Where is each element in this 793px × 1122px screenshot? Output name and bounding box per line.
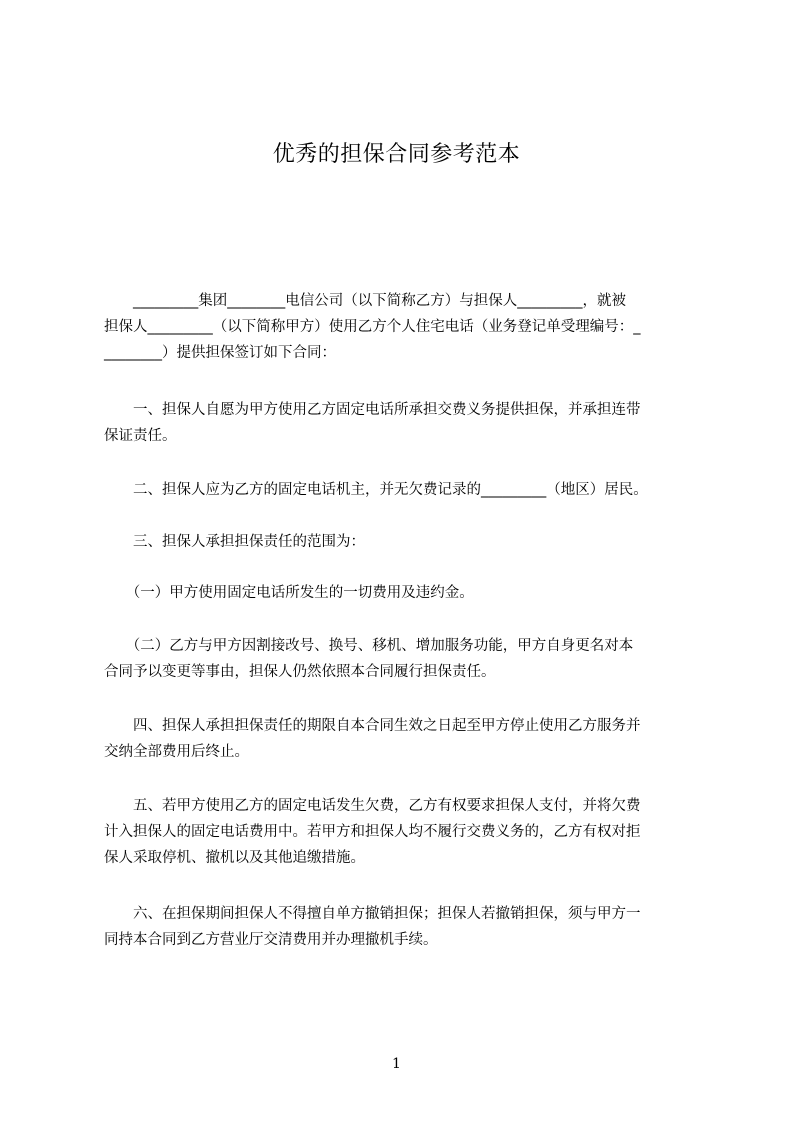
text-line: 三、担保人承担担保责任的范围为： (104, 534, 365, 550)
text-line: 合同予以变更等事由，担保人仍然依照本合同履行担保责任。 (104, 664, 496, 680)
text-line: 担保人_________（以下简称甲方）使用乙方个人住宅电话（业务登记单受理编号：_ (104, 319, 641, 335)
text-line: 保人采取停机、撤机以及其他追缴措施。 (104, 850, 365, 866)
text-line: 保证责任。 (104, 428, 177, 444)
text-line: 一、担保人自愿为甲方使用乙方固定电话所承担交费义务提供担保，并承担连带 (104, 402, 641, 418)
text-line: 四、担保人承担担保责任的期限自本合同生效之日起至甲方停止使用乙方服务并 (104, 718, 641, 734)
text-line: _________集团________电信公司（以下简称乙方）与担保人_________，就被 (104, 293, 626, 309)
document-title: 优秀的担保合同参考范本 (272, 142, 521, 167)
text-line: 计入担保人的固定电话费用中。若甲方和担保人均不履行交费义务的，乙方有权对拒 (104, 824, 641, 840)
paragraph-clause-6 (104, 901, 700, 953)
text-line: 二、担保人应为乙方的固定电话机主，并无欠费记录的_________（地区）居民。 (104, 482, 648, 498)
text-line: 六、在担保期间担保人不得擅自单方撤销担保；担保人若撤销担保，须与甲方一 (104, 906, 641, 922)
text-line: 同持本合同到乙方营业厅交清费用并办理撤机手续。 (104, 932, 438, 948)
paragraph-preamble (104, 288, 700, 366)
text-line: 五、若甲方使用乙方的固定电话发生欠费，乙方有权要求担保人支付，并将欠费 (104, 798, 641, 814)
paragraph-clause-2 (104, 477, 700, 503)
paragraph-clause-3-item-1 (104, 580, 700, 606)
paragraph-clause-3 (104, 529, 700, 555)
text-line: 交纳全部费用后终止。 (104, 744, 249, 760)
text-line: （二）乙方与甲方因割接改号、换号、移机、增加服务功能，甲方自身更名对本 (104, 638, 634, 654)
page-number: 1 (392, 1056, 401, 1072)
paragraph-clause-4 (104, 713, 700, 765)
text-line: （一）甲方使用固定电话所发生的一切费用及违约金。 (104, 585, 474, 601)
paragraph-clause-3-item-2 (104, 633, 700, 685)
paragraph-clause-1 (104, 397, 700, 449)
text-line: ________）提供担保签订如下合同： (104, 345, 336, 361)
paragraph-clause-5 (104, 793, 700, 871)
